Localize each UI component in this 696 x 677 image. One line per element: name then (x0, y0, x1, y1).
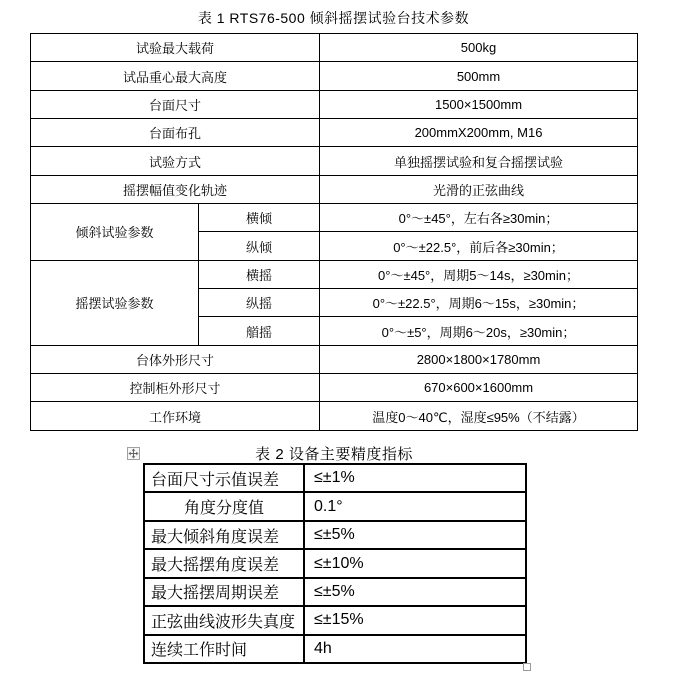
indicator-value: ≤±5% (304, 521, 526, 549)
indicator-label: 连续工作时间 (144, 635, 304, 663)
table-row (31, 147, 638, 175)
param-label: 试品重心最大高度 (31, 62, 320, 90)
sub-param-label: 纵倾 (199, 232, 320, 260)
table-row (144, 549, 526, 577)
table-row (144, 606, 526, 634)
table-row (31, 204, 638, 232)
indicator-label: 最大摇摆周期误差 (144, 578, 304, 606)
table1-technical-parameters (30, 33, 638, 431)
param-label: 摇摆幅值变化轨迹 (31, 175, 320, 203)
indicator-value: ≤±10% (304, 549, 526, 577)
param-value: 0°～±5°，周期6～20s，≥30min； (320, 317, 638, 345)
param-value: 0°～±22.5°，前后各≥30min； (320, 232, 638, 260)
param-label: 试验最大载荷 (31, 34, 320, 62)
param-value: 0°～±22.5°，周期6～15s，≥30min； (320, 289, 638, 317)
table-row (144, 464, 526, 492)
sub-param-label: 横摇 (199, 260, 320, 288)
table-row (144, 521, 526, 549)
table-row (31, 34, 638, 62)
param-label: 工作环境 (31, 402, 320, 430)
indicator-value: 0.1° (304, 492, 526, 520)
param-value: 670×600×1600mm (320, 374, 638, 402)
param-label: 台体外形尺寸 (31, 345, 320, 373)
indicator-value: 4h (304, 635, 526, 663)
table-row (31, 402, 638, 430)
param-value: 500kg (320, 34, 638, 62)
indicator-value: ≤±5% (304, 578, 526, 606)
table-row (144, 578, 526, 606)
param-label: 台面布孔 (31, 119, 320, 147)
param-value: 光滑的正弦曲线 (320, 175, 638, 203)
table-row (144, 635, 526, 663)
indicator-value: ≤±15% (304, 606, 526, 634)
sub-param-label: 纵摇 (199, 289, 320, 317)
table-row (144, 492, 526, 520)
group-label: 倾斜试验参数 (31, 204, 199, 261)
param-label: 试验方式 (31, 147, 320, 175)
param-value: 1500×1500mm (320, 90, 638, 118)
sub-param-label: 艏摇 (199, 317, 320, 345)
indicator-label: 最大摇摆角度误差 (144, 549, 304, 577)
table-row (31, 260, 638, 288)
table-row (31, 90, 638, 118)
group-label: 摇摆试验参数 (31, 260, 199, 345)
table-resize-handle[interactable] (523, 663, 531, 671)
table2-caption: 表 2 设备主要精度指标 (255, 446, 413, 463)
param-label: 台面尺寸 (31, 90, 320, 118)
indicator-label: 角度分度值 (144, 492, 304, 520)
indicator-label: 正弦曲线波形失真度 (144, 606, 304, 634)
param-value: 单独摇摆试验和复合摇摆试验 (320, 147, 638, 175)
sub-param-label: 横倾 (199, 204, 320, 232)
param-label: 控制柜外形尺寸 (31, 374, 320, 402)
table2-precision-indicators (143, 463, 527, 664)
table-row (31, 62, 638, 90)
table-move-handle[interactable] (127, 447, 140, 460)
table-row (31, 175, 638, 203)
param-value: 500mm (320, 62, 638, 90)
move-arrows-icon (128, 448, 139, 459)
indicator-label: 最大倾斜角度误差 (144, 521, 304, 549)
table-row (31, 119, 638, 147)
param-value: 2800×1800×1780mm (320, 345, 638, 373)
param-value: 温度0～40℃，湿度≤95%（不结露） (320, 402, 638, 430)
param-value: 200mmX200mm, M16 (320, 119, 638, 147)
indicator-value: ≤±1% (304, 464, 526, 492)
indicator-label: 台面尺寸示值误差 (144, 464, 304, 492)
param-value: 0°～±45°，周期5～14s，≥30min； (320, 260, 638, 288)
table-row (31, 345, 638, 373)
table-row (31, 374, 638, 402)
table1-caption: 表 1 RTS76-500 倾斜摇摆试验台技术参数 (197, 10, 470, 26)
param-value: 0°～±45°，左右各≥30min； (320, 204, 638, 232)
